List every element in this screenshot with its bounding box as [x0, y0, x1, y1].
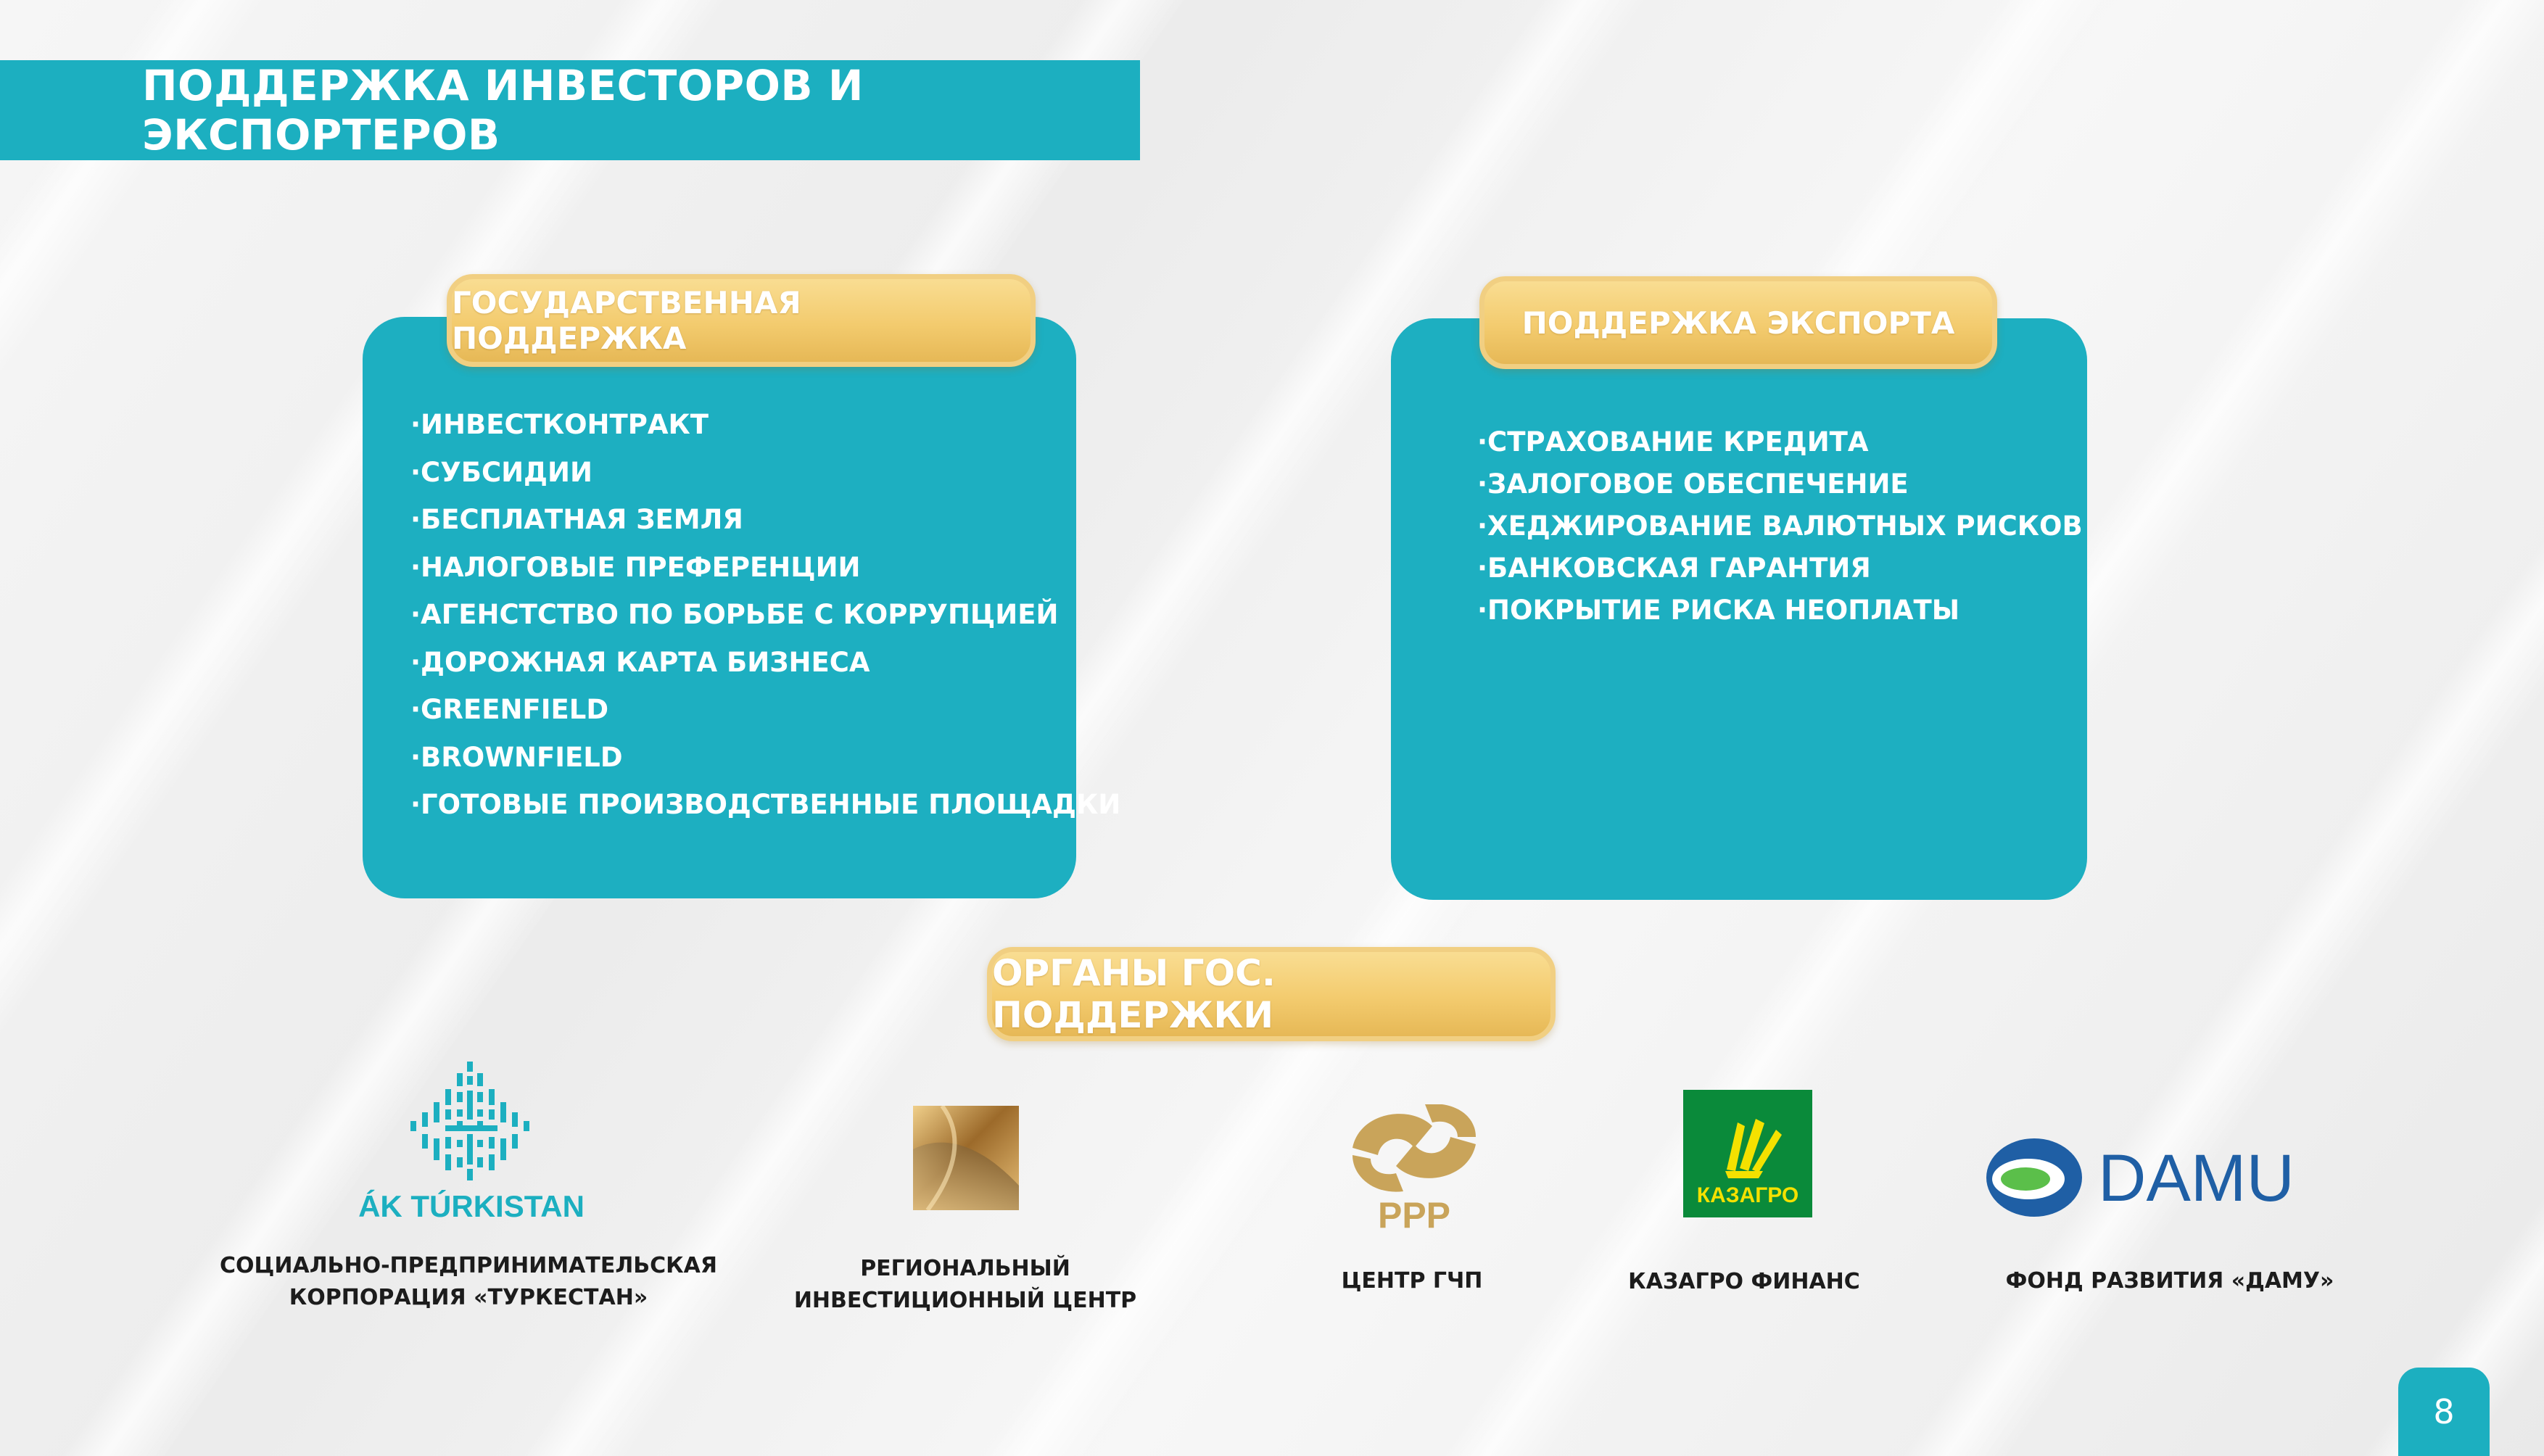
title-bar: [0, 60, 1140, 160]
kazagro-logo: [1683, 1090, 1812, 1217]
list-item: ·БАНКОВСКАЯ ГАРАНТИЯ: [1477, 553, 1871, 584]
damu-logo-text: DAMU: [2098, 1141, 2295, 1215]
caption-line: СОЦИАЛЬНО-ПРЕДПРИНИМАТЕЛЬСКАЯ: [220, 1253, 717, 1278]
page-title: ПОДДЕРЖКА ИНВЕСТОРОВ И ЭКСПОРТЕРОВ: [142, 61, 864, 160]
caption-line: ФОНД РАЗВИТИЯ «ДАМУ»: [2005, 1268, 2334, 1294]
ppp-center-caption: [1342, 1265, 1483, 1297]
list-item: ·ПОКРЫТИЕ РИСКА НЕОПЛАТЫ: [1477, 595, 1960, 626]
caption-line: КОРПОРАЦИЯ «ТУРКЕСТАН»: [289, 1285, 648, 1310]
state-support-heading: ГОСУДАРСТВЕННАЯ ПОДДЕРЖКА: [447, 274, 1036, 367]
list-item: ·БЕСПЛАТНАЯ ЗЕМЛЯ: [410, 504, 743, 535]
list-item: ·BROWNFIELD: [410, 741, 623, 773]
damu-caption: [2006, 1265, 2334, 1297]
list-item: ·ЗАЛОГОВОЕ ОБЕСПЕЧЕНИЕ: [1477, 468, 1909, 500]
export-support-heading: ПОДДЕРЖКА ЭКСПОРТА: [1479, 276, 1997, 369]
list-item: ·ХЕДЖИРОВАНИЕ ВАЛЮТНЫХ РИСКОВ: [1477, 510, 2083, 542]
list-item: ·ДОРОЖНАЯ КАРТА БИЗНЕСА: [410, 646, 870, 678]
list-item: ·ГОТОВЫЕ ПРОИЗВОДСТВЕННЫЕ ПЛОЩАДКИ: [410, 789, 1121, 820]
damu-logo: [1983, 1137, 2295, 1224]
organs-heading: ОРГАНЫ ГОС. ПОДДЕРЖКИ: [987, 947, 1556, 1041]
regional-investment-center-caption: [794, 1253, 1136, 1317]
page-number: 8: [2398, 1368, 2490, 1456]
ppp-center-logo: [1345, 1104, 1483, 1235]
kazagro-logo-text: КАЗАГРО: [1696, 1183, 1799, 1207]
ak-turkistan-caption: [220, 1250, 717, 1314]
list-item: ·НАЛОГОВЫЕ ПРЕФЕРЕНЦИИ: [410, 551, 861, 583]
ppp-logo-text: PPP: [1377, 1195, 1451, 1235]
caption-line: КАЗАГРО ФИНАНС: [1628, 1269, 1860, 1294]
list-item: ·АГЕНСТСТВО ПО БОРЬБЕ С КОРРУПЦИЕЙ: [410, 599, 1059, 630]
regional-investment-center-logo: [913, 1106, 1019, 1210]
caption-line: ЦЕНТР ГЧП: [1341, 1268, 1483, 1294]
list-item: ·СУБСИДИИ: [410, 456, 592, 488]
list-item: ·СТРАХОВАНИЕ КРЕДИТА: [1477, 426, 1869, 458]
ak-turkistan-logo: [355, 1059, 587, 1225]
caption-line: РЕГИОНАЛЬНЫЙ: [860, 1256, 1070, 1281]
list-item: ·GREENFIELD: [410, 694, 609, 725]
ak-turkistan-logo-text: ÁK TÚRKISTAN: [358, 1189, 585, 1223]
export-support-list: [1477, 426, 2083, 637]
kazagro-caption: [1628, 1266, 1860, 1298]
list-item: ·ИНВЕСТКОНТРАКТ: [410, 409, 709, 440]
caption-line: ИНВЕСТИЦИОННЫЙ ЦЕНТР: [793, 1288, 1137, 1313]
state-support-list: [410, 409, 1120, 837]
